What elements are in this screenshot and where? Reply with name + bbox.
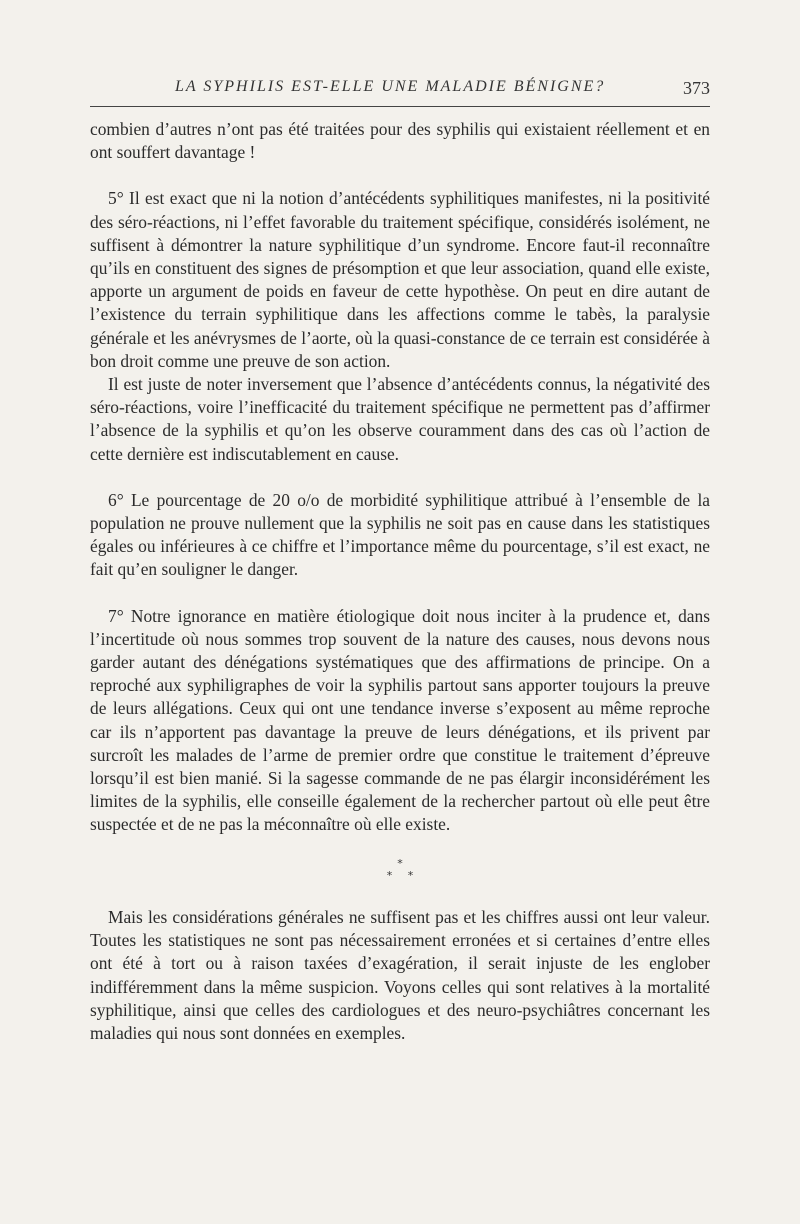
paragraph-gap	[90, 164, 710, 187]
paragraph-gap	[90, 466, 710, 489]
body-text	[90, 118, 710, 837]
paragraph-final: Mais les considérations générales ne suffisent pas et les chiffres aussi ont leur valeur. Toutes les statistiques ne sont pas nécessairement erronées et si certaines d’entre elles ont été à tort ou à raison taxées d’exagération, il serait injuste de les englober indifféremment dans la même suspicion. Voyons celles qui sont relatives à la mortalité syphilitique, ainsi que celles des cardiologues et des neuro-psychiâtres concernant les maladies qui nous sont données en exemples.	[90, 907, 710, 1044]
page-header	[90, 78, 710, 104]
asterism-separator	[380, 858, 420, 892]
running-title: LA SYPHILIS EST-ELLE UNE MALADIE BÉNIGNE?	[175, 78, 606, 95]
paragraph-continuation: combien d’autres n’ont pas été traitées pour des syphilis qui existaient réellement et en ont souffert davantage !	[90, 119, 710, 163]
paragraph-gap	[90, 582, 710, 605]
paragraph-point-7: 7° Notre ignorance en matière étiologique doit nous inciter à la prudence et, dans l’incertitude où nous sommes trop souvent de la nature des causes, nous devons nous garder autant des dénégations systématiques que des affirmations de principe. On a reproché aux syphiligraphes de voir la syphilis partout sans apporter toujours la preuve de leurs allégations. Ceux qui ont une tendance inverse s’exposent au même reproche car ils n’apportent pas davantage la preuve de leurs dénégations, et ils privent par surcroît les malades de l’arme de premier ordre que constitue le traitement d’épreuve lorsqu’il est bien manié. Si la sagesse commande de ne pas élargir inconsidérément les limites de la syphilis, elle conseille également de la rechercher partout où elle peut être suspectée et de ne pas la méconnaître où elle existe.	[90, 605, 710, 835]
final-section	[90, 906, 710, 1045]
paragraph-point-5-continued: Il est juste de noter inversement que l’absence d’antécédents connus, la négativité des séro-réactions, voire l’inefficacité du traitement spécifique ne permettent pas d’affirmer l’absence de la syphilis et qu’on les observe couramment dans des cas où l’action de cette dernière est indiscutablement en cause.	[90, 374, 710, 464]
paragraph-point-5: 5° Il est exact que ni la notion d’antécédents syphilitiques manifestes, ni la positivité des séro-réactions, ni l’effet favorable du traitement spécifique, considérés isolément, ne suffisent à démontrer la nature syphilitique d’un syndrome. Encore faut-il reconnaître qu’ils en constituent des signes de présomption et que leur association, quand elle existe, apporte un argument de poids en faveur de cette hypothèse. On peut en dire autant de l’existence du terrain syphilitique dans les affections comme le tabès, la paralysie générale et les anévrysmes de l’aorte, où la quasi-constance de ce terrain est considérée à bon droit comme une preuve de son action.	[90, 188, 710, 371]
paragraph-point-6: 6° Le pourcentage de 20 o/o de morbidité syphilitique attribué à l’ensemble de la population ne prouve nullement que la syphilis ne soit pas en cause dans les statistiques égales ou inférieures à ce chiffre et l’importance même du pourcentage, s’il est exact, ne fait qu’en souligner le danger.	[90, 489, 710, 580]
asterism-bottom: * *	[386, 869, 420, 882]
header-rule	[90, 106, 710, 107]
asterism-top: *	[397, 857, 403, 870]
page-number: 373	[683, 78, 710, 98]
